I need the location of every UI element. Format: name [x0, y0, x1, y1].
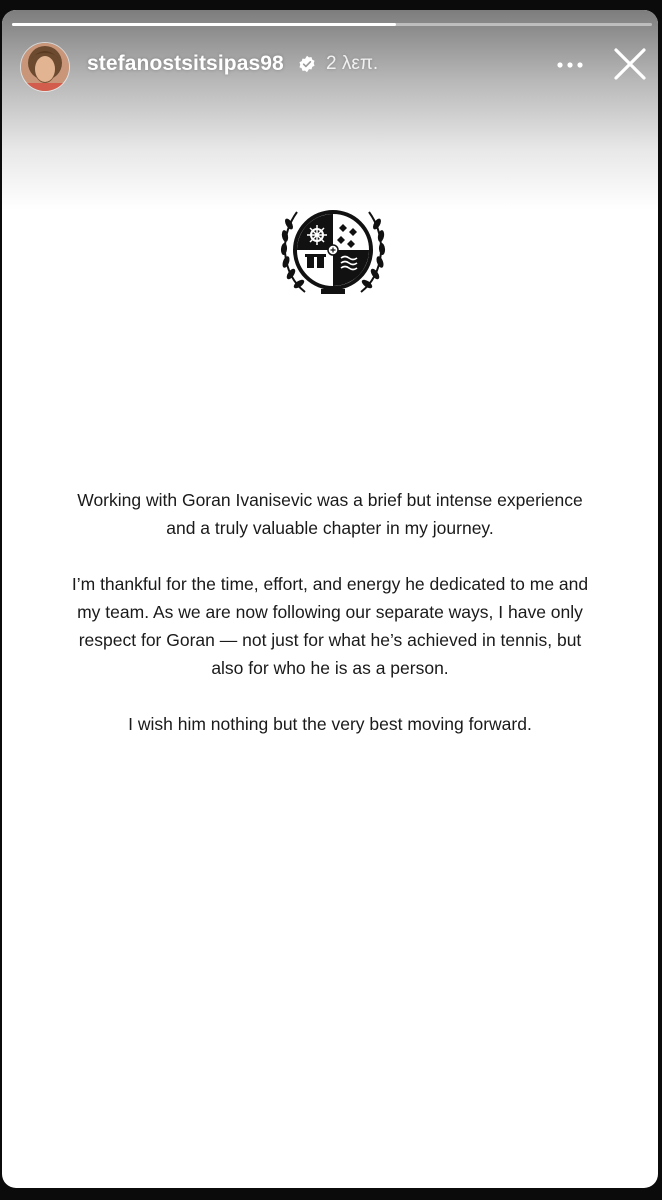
username-link[interactable]: stefanostsitsipas98 [87, 52, 284, 75]
post-timestamp: 2 λεπ. [326, 53, 379, 74]
more-options-icon [557, 62, 583, 68]
verified-badge-icon [298, 55, 316, 73]
close-icon [612, 46, 648, 82]
story-progress-bar [12, 23, 652, 26]
story-progress-fill [12, 23, 396, 26]
statement-text [62, 486, 598, 766]
statement-paragraph-2: I’m thankful for the time, effort, and energy he dedicated to me and my team. As we are now following our separate ways, I have only respect for Goran — not just for what he’s achieved in tennis, but also for who he is as a person. [71, 574, 589, 678]
more-options-button[interactable] [550, 52, 590, 78]
statement-paragraph-3: I wish him nothing but the very best moving forward. [128, 714, 532, 734]
close-button[interactable] [612, 46, 648, 82]
story-header [2, 38, 658, 92]
statement-paragraph-1: Working with Goran Ivanisevic was a brief but intense experience and a truly valuable chapter in my journey. [77, 490, 583, 538]
crest-logo [279, 200, 387, 300]
avatar[interactable] [20, 42, 70, 92]
story-frame[interactable] [2, 10, 658, 1188]
